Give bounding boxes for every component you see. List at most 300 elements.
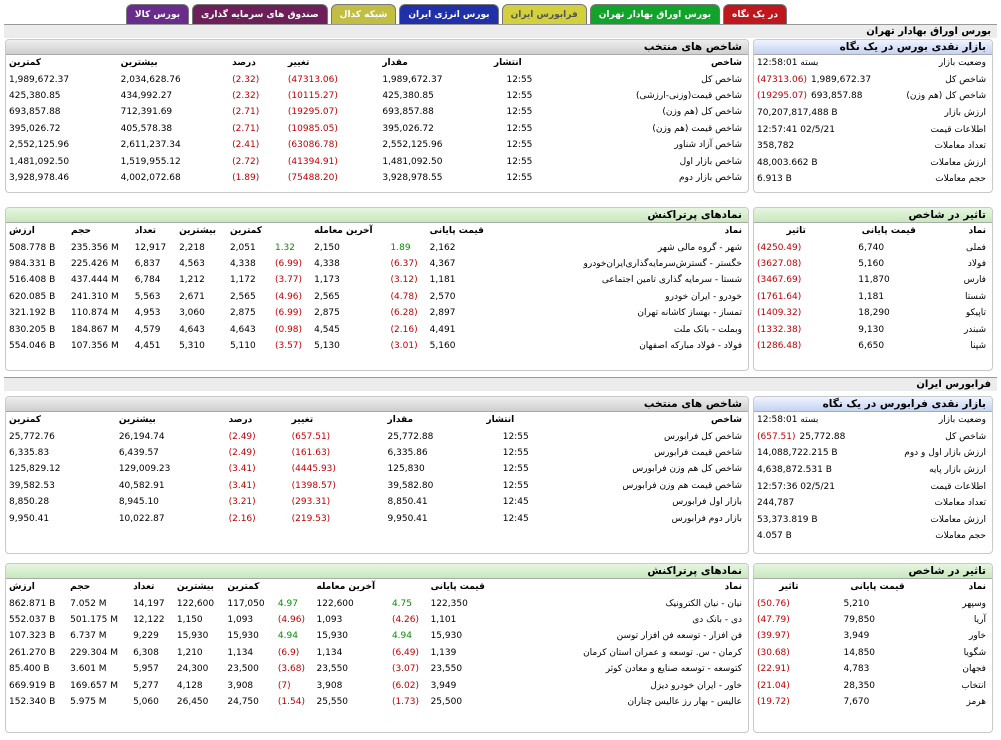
indices-header: کمترین [9,58,42,69]
indices-cell: (4445.93) [291,464,336,475]
active-cell: 4,367 [429,258,456,269]
active-cell: 85.400 B [9,664,50,675]
active-cell: 1,134 [316,647,343,658]
indices-cell: (3.21) [228,497,256,508]
indices-cell[interactable]: شاخص قیمت هم وزن فرابورس [622,480,742,491]
overview-value [754,412,875,429]
active-header: حجم [70,226,91,237]
overview-value [754,121,891,138]
active-cell: 4.94 [277,631,298,642]
overview-value-text: 12:57:41 02/5/21 [757,124,835,135]
indices-cell: 8,945.10 [118,497,159,508]
impact-cell: 5,210 [843,598,870,609]
overview-value [754,462,875,479]
indices-cell: 395,026.72 [382,123,434,134]
indices-panel-farabourse [5,396,749,554]
impact-cell: 9,130 [858,324,885,335]
indices-row [6,88,748,104]
active-cell: (4.26) [391,614,419,625]
indices-cell[interactable]: شاخص قیمت فرابورس [654,447,742,458]
active-cell[interactable]: دی - بانک دی [692,614,742,625]
indices-cell: 12:55 [506,90,533,101]
overview-value-text: 48,003.662 B [757,157,818,168]
indices-cell: 2,611,237.34 [120,140,181,151]
active-cell: (3.01) [390,340,418,351]
indices-cell: (2.72) [232,156,260,167]
active-cell: 3,949 [430,680,457,691]
active-cell: 6,837 [134,258,161,269]
active-cell: 830.205 B [9,324,56,335]
impact-cell[interactable]: شگویا [963,647,986,658]
indices-cell[interactable]: شاخص کل [701,74,742,85]
indices-cell: (293.31) [291,497,331,508]
active-cell: (4.96) [277,614,305,625]
indices-panel-tehran [5,39,749,193]
active-cell: 25,550 [316,696,349,707]
active-cell[interactable]: تمساز - بهساز کاشانه تهران [637,308,742,319]
overview-row [754,72,992,89]
active-cell[interactable]: عالیس - بهار رز عالیس چناران [627,696,742,707]
impact-cell: (39.97) [757,631,790,642]
active-cell: (6.49) [391,647,419,658]
indices-header: شاخص [711,415,742,426]
impact-cell: 11,870 [858,275,890,286]
active-header [389,579,428,595]
overview-table [754,55,992,188]
indices-cell: 434,992.27 [120,90,173,101]
active-panel-farabourse [5,563,749,733]
active-cell: (6.99) [274,258,303,269]
overview-label: اطلاعات قیمت [930,124,986,135]
tab-3[interactable]: بورس انرژی ایران [399,4,498,24]
indices-cell: 693,857.88 [382,107,434,118]
indices-cell: 693,857.88 [9,107,61,118]
active-cell: 2,162 [429,242,456,253]
indices-cell: 1,519,955.12 [120,156,181,167]
active-cell: 122,600 [176,598,215,609]
indices-cell: 1,481,092.50 [9,156,70,167]
indices-row [6,71,748,87]
active-cell[interactable]: خگستر - گسترش‌سرمایه‌گذاری‌ایران‌خودرو [583,258,742,269]
impact-row [754,305,992,321]
indices-header: تغییر [287,58,310,69]
overview-value-text: 4.057 B [757,531,792,542]
panel-title: تاثیر در شاخص [754,564,992,579]
impact-header: تاثیر [779,582,799,593]
indices-cell: 6,335.86 [387,447,428,458]
indices-header: انتشار [486,415,515,426]
active-cell: 4.75 [391,598,412,609]
active-cell: 4,643 [179,324,205,335]
impact-row [754,289,992,305]
active-cell: 15,930 [176,631,209,642]
indices-cell[interactable]: شاخص کل فرابورس [664,431,742,442]
active-cell: 6,784 [134,275,161,286]
overview-value-text: 14,088,722.215 B [757,448,838,459]
indices-cell: (2.49) [228,447,256,458]
overview-row [754,121,992,138]
overview-label: ارزش بازار [944,108,986,119]
active-cell: 2,051 [229,242,256,253]
active-cell: 4,451 [134,340,161,351]
active-cell: (7) [277,680,291,691]
active-cell: 12,122 [133,614,165,625]
overview-row [754,171,992,188]
indices-table [6,412,748,527]
tab-5[interactable]: صندوق های سرمایه گذاری [192,4,328,24]
active-header: قیمت پایانی [430,582,485,593]
active-header: تعداد [134,226,157,237]
overview-label: تعداد معاملات [934,141,986,152]
tab-1[interactable]: بورس اوراق بهادار تهران [590,4,720,24]
active-cell: 552.037 B [9,614,56,625]
active-header: ارزش [9,226,35,237]
active-cell: 12,917 [134,242,167,253]
panel-title: بازار نقدی بورس در یک نگاه [754,40,992,55]
tab-2[interactable]: فرابورس ایران [502,4,587,24]
active-cell: 508.778 B [9,242,56,253]
indices-cell: 26,194.74 [118,431,165,442]
active-cell[interactable]: فن افزار - توسعه فن افزار توسن [616,631,742,642]
panel-title: تاثیر در شاخص [754,208,992,223]
overview-value [754,88,891,105]
indices-cell: (10985.05) [287,123,338,134]
active-header-row [6,579,748,595]
impact-row [754,239,992,255]
active-cell: (2.16) [390,324,418,335]
indices-cell: 1,989,672.37 [382,74,443,85]
overview-value [754,495,875,512]
overview-row [754,512,992,529]
active-cell: 3.601 M [70,664,107,675]
active-row [6,305,748,321]
overview-value [754,478,875,495]
active-cell: 5,110 [229,340,256,351]
impact-cell[interactable]: شبندر [963,324,986,335]
tab-0[interactable]: در یک نگاه [723,4,787,24]
overview-label: تعداد معاملات [934,498,986,509]
impact-cell: 7,670 [843,696,870,707]
active-cell: (6.37) [390,258,418,269]
active-header: قیمت پایانی [429,226,484,237]
active-row [6,272,748,288]
impact-cell[interactable]: هرمز [966,696,986,707]
active-cell: 4,579 [134,324,161,335]
overview-row [754,412,992,429]
active-cell: 184.867 M [70,324,119,335]
active-cell: 5,160 [429,340,456,351]
overview-panel-farabourse [753,396,993,554]
overview-value [754,429,875,446]
overview-row [754,528,992,545]
indices-row [6,104,748,120]
indices-row [6,170,748,186]
active-cell: 5.975 M [70,696,107,707]
active-cell: 1,101 [430,614,457,625]
active-cell: 2,671 [179,291,205,302]
active-cell: 620.085 B [9,291,56,302]
indices-cell: (2.41) [232,140,260,151]
impact-cell[interactable]: فجهان [962,664,986,675]
tab-6[interactable]: بورس کالا [126,4,189,24]
indices-cell: (161.63) [291,447,331,458]
indices-row [6,153,748,169]
indices-row [6,494,748,510]
active-cell: 4,491 [429,324,456,335]
impact-cell: 4,783 [843,664,870,675]
indices-cell: 8,850.28 [9,497,50,508]
indices-cell: 12:55 [506,140,533,151]
indices-cell: (2.71) [232,123,260,134]
impact-cell[interactable]: فولاد [967,258,986,269]
indices-cell: 12:55 [502,431,529,442]
overview-value [754,512,875,529]
active-cell: 6.737 M [70,631,107,642]
impact-cell: 79,850 [843,614,876,625]
active-cell: 4.97 [277,598,298,609]
active-cell: 110.874 M [70,308,119,319]
indices-cell[interactable]: بازار اول فرابورس [672,497,742,508]
overview-value-text: 70,207,817,488 B [757,108,838,119]
overview-label: ارزش بازار پایه [929,465,986,476]
impact-cell: (19.72) [757,696,790,707]
indices-row [6,461,748,477]
active-cell: (3.12) [390,275,418,286]
active-row [6,289,748,305]
impact-table [754,579,992,710]
overview-value [754,528,875,545]
overview-table [754,412,992,545]
active-cell: 4,128 [176,680,203,691]
active-cell: (0.98) [274,324,303,335]
overview-value-text: 358,782 [757,141,795,152]
indices-row [6,510,748,526]
active-cell: 1,134 [227,647,254,658]
indices-header-row [6,55,748,71]
impact-cell: 18,290 [858,308,890,319]
indices-cell: (19295.07) [287,107,338,118]
indices-cell: (10115.27) [287,90,338,101]
indices-cell: 405,578.38 [120,123,173,134]
indices-header: درصد [228,415,253,426]
indices-cell[interactable]: شاخص بازار اول [679,156,742,167]
indices-header: بیشترین [120,58,158,69]
active-cell: (6.28) [390,308,418,319]
active-cell: 5,563 [134,291,161,302]
indices-header: کمترین [9,415,42,426]
impact-cell: (30.68) [757,647,790,658]
active-cell[interactable]: وبملت - بانک ملت [673,324,742,335]
impact-cell[interactable]: فملی [966,242,986,253]
active-cell[interactable]: خاور - ایران خودرو دیزل [650,680,742,691]
overview-value-text: 12:57:36 02/5/21 [757,481,835,492]
active-header: کمترین [227,582,260,593]
impact-cell: 6,740 [858,242,885,253]
active-cell[interactable]: فولاد - فولاد مبارکه اصفهان [639,340,742,351]
active-header [275,579,314,595]
indices-cell: 3,928,978.55 [382,172,443,183]
indices-cell: 395,026.72 [9,123,61,134]
active-cell: 4,338 [229,258,256,269]
indices-cell: (219.53) [291,513,331,524]
active-cell: 1,210 [176,647,203,658]
tab-4[interactable]: شبکه کدال [331,4,397,24]
impact-cell[interactable]: وسپهر [962,598,986,609]
section-title-tehran: بورس اوراق بهادار تهران [4,24,997,38]
overview-value [754,155,891,172]
overview-value [754,72,891,89]
active-cell: 225.426 M [70,258,119,269]
indices-cell: 2,034,628.76 [120,74,181,85]
active-cell[interactable]: کرمان - س. توسعه و عمران استان کرمان [583,647,742,658]
active-row [6,645,748,661]
impact-cell[interactable]: شستا [964,291,986,302]
indices-cell: (47313.06) [287,74,338,85]
impact-cell[interactable]: آریا [973,614,986,625]
indices-cell: (2.32) [232,90,260,101]
indices-cell[interactable]: شاخص کل هم وزن فرابورس [632,464,742,475]
indices-header: تغییر [291,415,314,426]
active-cell: 152.340 B [9,696,56,707]
overview-row [754,88,992,105]
active-cell: 122,600 [316,598,354,609]
active-cell: (3.07) [391,664,419,675]
overview-row [754,495,992,512]
impact-cell[interactable]: تاپیکو [965,308,986,319]
active-cell: 984.331 B [9,258,56,269]
overview-value [754,138,891,155]
active-cell: 2,875 [314,308,340,319]
active-cell: 5,310 [179,340,205,351]
impact-row [754,677,992,693]
overview-value [754,105,891,122]
indices-cell: 12:55 [506,74,533,85]
impact-cell: (47.79) [757,614,790,625]
indices-cell: 1,481,092.50 [382,156,443,167]
indices-cell[interactable]: شاخص بازار دوم [679,172,742,183]
active-cell: 2,565 [314,291,340,302]
indices-cell: 2,552,125.96 [9,140,70,151]
active-cell: 107.323 B [9,631,56,642]
indices-cell: (657.51) [291,431,331,442]
active-cell: (1.54) [277,696,305,707]
indices-cell: (2.16) [228,513,256,524]
impact-row [754,612,992,628]
active-cell: 261.270 B [9,647,56,658]
active-cell: 107.356 M [70,340,119,351]
impact-header: نماد [968,582,986,593]
overview-value-text: 6.913 B [757,174,792,185]
active-cell[interactable]: خودرو - ایران خودرو [665,291,742,302]
active-cell: (3.57) [274,340,303,351]
indices-cell: 9,950.41 [9,513,50,524]
impact-row [754,694,992,710]
active-cell: (3.68) [277,664,305,675]
indices-cell: 12:45 [502,497,529,508]
indices-row [6,121,748,137]
active-cell: 1.32 [274,242,296,253]
active-table [6,579,748,710]
indices-cell[interactable]: شاخص آزاد شناور [674,140,742,151]
active-cell: 669.919 B [9,680,56,691]
indices-cell: 125,830 [387,464,425,475]
active-row [6,677,748,693]
active-cell: 7.052 M [70,598,107,609]
indices-cell: 12:55 [506,123,533,134]
indices-cell: 425,380.85 [9,90,61,101]
indices-cell: (2.32) [232,74,260,85]
indices-header: بیشترین [118,415,156,426]
active-cell[interactable]: شستا - سرمایه گذاری تامین اجتماعی [601,275,742,286]
active-cell: 4,953 [134,308,161,319]
active-cell: (6.02) [391,680,419,691]
active-header: نماد [724,582,742,593]
overview-value-text: 53,373.819 B [757,514,818,525]
overview-value-text: 693,857.88 [810,91,863,102]
active-cell: 3,908 [316,680,343,691]
active-cell[interactable]: نیان - نیان الکترونیک [665,598,742,609]
overview-row [754,55,992,72]
indices-cell: 10,022.87 [118,513,165,524]
impact-cell[interactable]: شپنا [970,340,986,351]
impact-cell[interactable]: انتخاب [961,680,986,691]
impact-cell: 3,949 [843,631,870,642]
indices-cell[interactable]: شاخص قیمت(وزنی-ارزشی) [636,90,742,101]
indices-cell[interactable]: شاخص قیمت (هم وزن) [652,123,742,134]
active-header: کمترین [229,226,262,237]
active-cell[interactable]: کتوسعه - توسعه صنایع و معادن کوثر [605,664,742,675]
impact-cell: (21.04) [757,680,790,691]
active-cell[interactable]: شهر - گروه مالی شهر [657,242,742,253]
active-cell: 1,093 [316,614,343,625]
impact-cell[interactable]: فارس [963,275,986,286]
indices-cell: 129,009.23 [118,464,171,475]
indices-cell[interactable]: بازار دوم فرابورس [671,513,742,524]
active-cell: 15,930 [316,631,349,642]
indices-cell: 425,380.85 [382,90,434,101]
indices-cell: 6,439.57 [118,447,159,458]
active-cell: 23,550 [316,664,349,675]
active-cell: (4.96) [274,291,303,302]
active-header: نماد [724,226,742,237]
active-cell: 2,218 [179,242,205,253]
active-cell: 2,570 [429,291,456,302]
active-cell: 23,500 [227,664,259,675]
overview-label: وضعیت بازار [938,415,986,426]
overview-row [754,445,992,462]
indices-cell: 712,391.69 [120,107,173,118]
impact-cell[interactable]: خاور [969,631,986,642]
overview-change: (657.51) [757,431,796,442]
overview-label: وضعیت بازار [938,58,986,69]
impact-row [754,256,992,272]
indices-cell: (41394.91) [287,156,338,167]
overview-change: (47313.06) [757,74,807,85]
section-title-farabourse: فرابورس ایران [4,377,997,391]
indices-cell[interactable]: شاخص کل (هم وزن) [662,107,742,118]
impact-header: قیمت پایانی [850,582,905,593]
active-cell: 501.175 M [70,614,118,625]
panel-title: شاخص های منتخب [6,40,748,55]
active-cell: 5,277 [133,680,159,691]
overview-label: حجم معاملات [935,174,986,185]
panel-title: نمادهای پرتراکنش [6,564,748,579]
active-cell: 235.356 M [70,242,119,253]
overview-label: ارزش معاملات [930,514,986,525]
overview-value-text: 25,772.88 [799,431,846,442]
indices-cell: 4,002,072.68 [120,172,181,183]
impact-row [754,645,992,661]
